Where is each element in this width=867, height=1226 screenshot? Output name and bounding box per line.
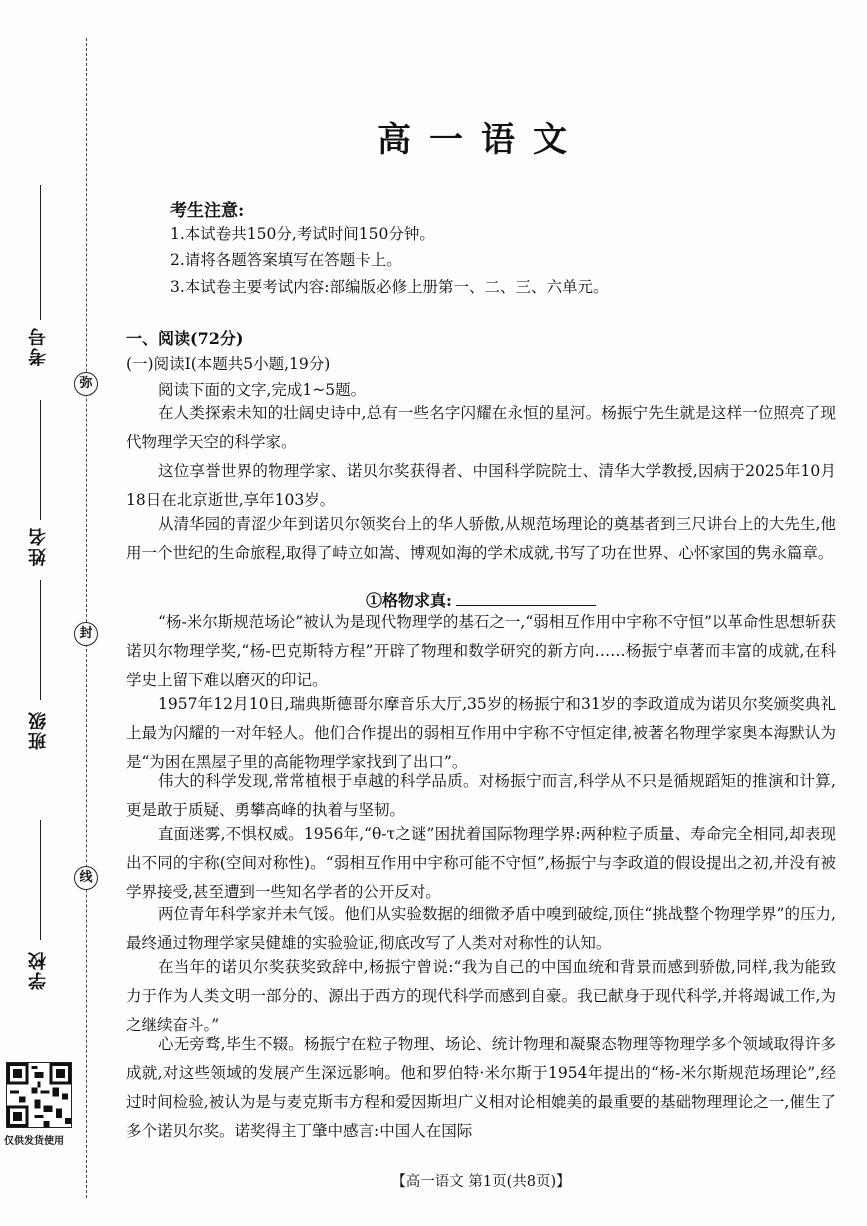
qr-note: 仅供发货使用 (4, 1136, 64, 1147)
notice-item: 1.本试卷共150分,考试时间150分钟。 (170, 225, 435, 243)
qr-code-icon (6, 1062, 72, 1128)
subheading: ①格物求真: (366, 591, 452, 610)
paragraph: 1957年12月10日,瑞典斯德哥尔摩音乐大厅,35岁的杨振宁和31岁的李政道成为诺贝尔奖颁奖典礼上最为闪耀的一对年轻人。他们合作提出的弱相互作用中宇称不守恒定律,被著名物理学家奥本海默认为是“为困在黑屋子里的高能物理学家找到了出口”。 (126, 695, 836, 771)
exam-number-line (40, 185, 41, 320)
paragraph: 在人类探索未知的壮阔史诗中,总有一些名字闪耀在永恒的星河。杨振宁先生就是这样一位照亮了现代物理学天空的科学家。 (126, 404, 836, 451)
paragraph: 从清华园的青涩少年到诺贝尔领奖台上的华人骄傲,从规范场理论的奠基者到三尺讲台上的大先生,他用一个世纪的生命旅程,取得了峙立如嵩、博观如海的学术成就,书写了功在世界、心怀家国的隽永篇章。 (126, 515, 836, 562)
seal-mark-feng: 封 (74, 622, 98, 646)
paragraph: 心无旁骛,毕生不辍。杨振宁在粒子物理、场论、统计物理和凝聚态物理等物理学多个领域取得许多成就,对这些领域的发展产生深远影响。他和罗伯特·米尔斯于1954年提出的“杨-米尔斯规范场理论”,经过时间检验,被认为是与麦克斯韦方程和爱因斯坦广义相对论相媲美的最重要的基础物理理论之一,催生了多个诺贝尔奖。诺奖得主丁肇中感言:中国人在国际 (126, 1035, 836, 1140)
paragraph: 在当年的诺贝尔奖获奖致辞中,杨振宁曾说:“我为自己的中国血统和背景而感到骄傲,同样,我为能致力于作为人类文明一部分的、源出于西方的现代科学而感到自豪。我已献身于现代科学,并将竭诚工作,为之继续奋斗。” (126, 958, 836, 1034)
binding-margin (0, 0, 110, 1226)
answer-blank (456, 591, 596, 606)
paragraph: 两位青年科学家并未气馁。他们从实验数据的细微矛盾中嗅到破绽,顶住“挑战整个物理学界”的压力,最终通过物理学家吴健雄的实验验证,彻底改写了人类对对称性的认知。 (126, 905, 836, 952)
notice-heading: 考生注意: (170, 201, 245, 221)
instruction: 阅读下面的文字,完成1~5题。 (158, 381, 367, 399)
section-heading: 一、阅读(72分) (126, 329, 244, 348)
paragraph: 这位享誉世界的物理学家、诺贝尔奖获得者、中国科学院院士、清华大学教授,因病于2025年10月18日在北京逝世,享年103岁。 (126, 462, 836, 509)
label-exam-number: 考号 (28, 326, 49, 366)
seal-mark-mi: 弥 (74, 372, 98, 396)
subsection-heading: (一)阅读Ⅰ(本题共5小题,19分) (126, 355, 331, 373)
label-class: 班级 (28, 710, 49, 750)
paragraph: “杨-米尔斯规范场论”被认为是现代物理学的基石之一,“弱相互作用中宇称不守恒”以革命性思想斩获诺贝尔物理学奖,“杨-巴克斯特方程”开辟了物理和数学研究的新方向……杨振宁卓著而丰富的成就,在科学史上留下难以磨灭的印记。 (126, 613, 836, 689)
seal-mark-xian: 线 (74, 866, 98, 890)
label-school: 学校 (28, 950, 49, 990)
notice-item: 3.本试卷主要考试内容:部编版必修上册第一、二、三、六单元。 (170, 278, 609, 296)
school-line (40, 820, 41, 940)
notice-item: 2.请将各题答案填写在答题卡上。 (170, 251, 402, 269)
page-footer: 【高一语文 第1页(共8页)】 (391, 1174, 571, 1190)
seal-dashed-line (86, 38, 87, 1198)
name-line (40, 400, 41, 520)
page-title: 高一语文 (377, 120, 585, 160)
paragraph: 伟大的科学发现,常常植根于卓越的科学品质。对杨振宁而言,科学从不只是循规蹈矩的推演和计算,更是敢于质疑、勇攀高峰的执着与坚韧。 (126, 772, 836, 819)
label-name: 姓名 (28, 526, 49, 566)
paragraph: 直面迷雾,不惧权威。1956年,“θ-τ之谜”困扰着国际物理学界:两种粒子质量、寿命完全相同,却表现出不同的宇称(空间对称性)。“弱相互作用中宇称可能不守恒”,杨振宁与李政道的假设提出之初,并没有被学界接受,甚至遭到一些知名学者的公开反对。 (126, 825, 836, 901)
class-line (40, 580, 41, 700)
